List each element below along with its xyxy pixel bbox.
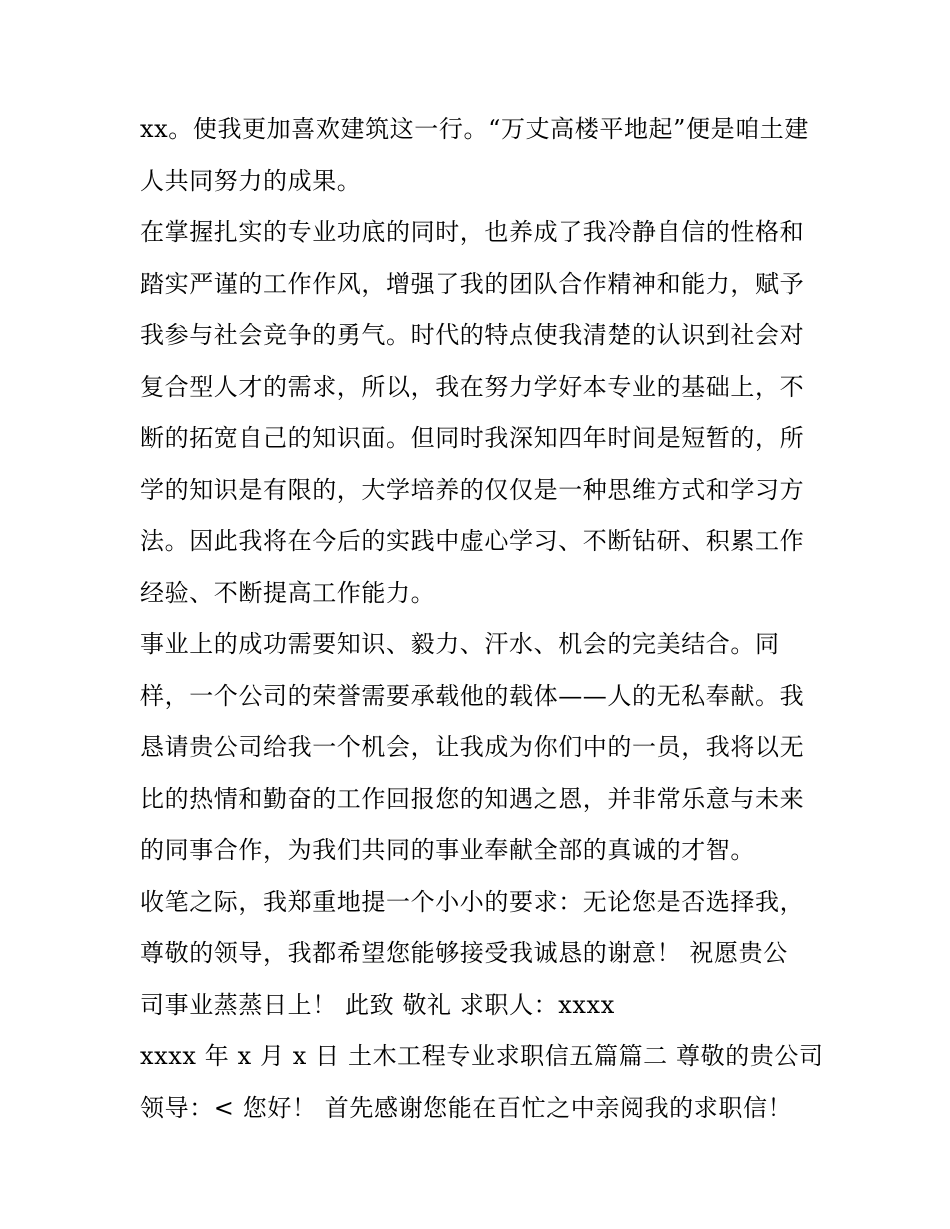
text-line: xxxx 年 x 月 x 日 土木工程专业求职信五篇篇二 尊敬的贵公司 — [140, 1042, 824, 1070]
text-line: 样，一个公司的荣誉需要承载他的载体——人的无私奉献。我 — [140, 681, 805, 710]
text-line: 尊敬的领导，我都希望您能够接受我诚恳的谢意！ 祝愿贵公 — [140, 939, 788, 967]
text-line: 人共同努力的成果。 — [140, 166, 362, 195]
text-line: 我参与社会竞争的勇气。时代的特点使我清楚的认识到社会对 — [140, 321, 805, 349]
text-line: 收笔之际，我郑重地提一个小小的要求：无论您是否选择我， — [140, 887, 805, 916]
text-line: 比的热情和勤奋的工作回报您的知遇之恩，并非常乐意与未来 — [140, 784, 805, 813]
text-line: 事业上的成功需要知识、毅力、汗水、机会的完美结合。同 — [140, 630, 780, 658]
text-line: xx。使我更加喜欢建筑这一行。“万丈高楼平地起”便是咱土建 — [140, 115, 810, 143]
text-line: 经验、不断提高工作能力。 — [140, 578, 436, 607]
text-line: 断的拓宽自己的知识面。但同时我深知四年时间是短暂的，所 — [140, 424, 805, 452]
text-line: 的同事合作，为我们共同的事业奉献全部的真诚的才智。 — [140, 836, 755, 864]
text-line: 学的知识是有限的，大学培养的仅仅是一种思维方式和学习方 — [140, 475, 805, 504]
text-line: 踏实严谨的工作作风，增强了我的团队合作精神和能力，赋予 — [140, 269, 805, 298]
text-line: 法。因此我将在今后的实践中虚心学习、不断钻研、积累工作 — [140, 527, 805, 555]
text-line: 恳请贵公司给我一个机会，让我成为你们中的一员，我将以无 — [140, 733, 805, 761]
body-text — [140, 104, 824, 1134]
text-line: 在掌握扎实的专业功底的同时，也养成了我冷静自信的性格和 — [140, 218, 805, 246]
text-line: 复合型人才的需求，所以，我在努力学好本专业的基础上，不 — [140, 372, 805, 401]
text-line: 司事业蒸蒸日上！ 此致 敬礼 求职人：xxxx — [140, 990, 615, 1019]
text-line: 领导：< 您好！ 首先感谢您能在百忙之中亲阅我的求职信！ — [140, 1093, 793, 1122]
